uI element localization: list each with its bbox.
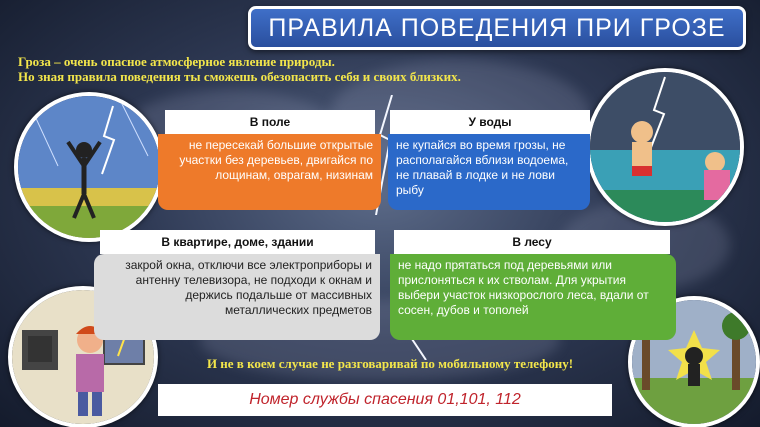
card-text-forest: не надо прятаться под деревьями или прислоняться к их стволам. Для укрытия выбери участок низкорослого леса, вдали от сосен, дубов и тополей <box>390 254 676 340</box>
page-title: ПРАВИЛА ПОВЕДЕНИЯ ПРИ ГРОЗЕ <box>248 6 746 50</box>
water-illustration <box>586 68 744 226</box>
card-text-home: закрой окна, отключи все электроприборы и антенну телевизора, не подходи к окнам и держись подальше от массивных металлических предметов <box>94 254 380 340</box>
intro-text <box>18 54 461 84</box>
person-in-field-icon <box>18 96 160 238</box>
card-heading-water: У воды <box>390 110 590 134</box>
card-heading-forest: В лесу <box>394 230 670 254</box>
intro-line-1: Гроза – очень опасное атмосферное явление природы. <box>18 54 335 69</box>
intro-line-2: Но зная правила поведения ты сможешь обезопасить себя и своих близких. <box>18 69 461 84</box>
card-heading-home: В квартире, доме, здании <box>100 230 375 254</box>
rescue-number-banner: Номер службы спасения 01,101, 112 <box>158 384 612 416</box>
field-illustration <box>14 92 164 242</box>
card-heading-field: В поле <box>165 110 375 134</box>
card-text-field: не пересекай большие открытые участки без деревьев, двигайся по лощинам, оврагам, низинам <box>158 134 381 210</box>
phone-warning: И не в коем случае не разговаривай по мобильному телефону! <box>206 356 574 371</box>
card-text-water: не купайся во время грозы, не располагайся вблизи водоема, не плавай в лодке и не лови рыбу <box>388 134 590 210</box>
child-in-water-icon <box>590 72 740 222</box>
